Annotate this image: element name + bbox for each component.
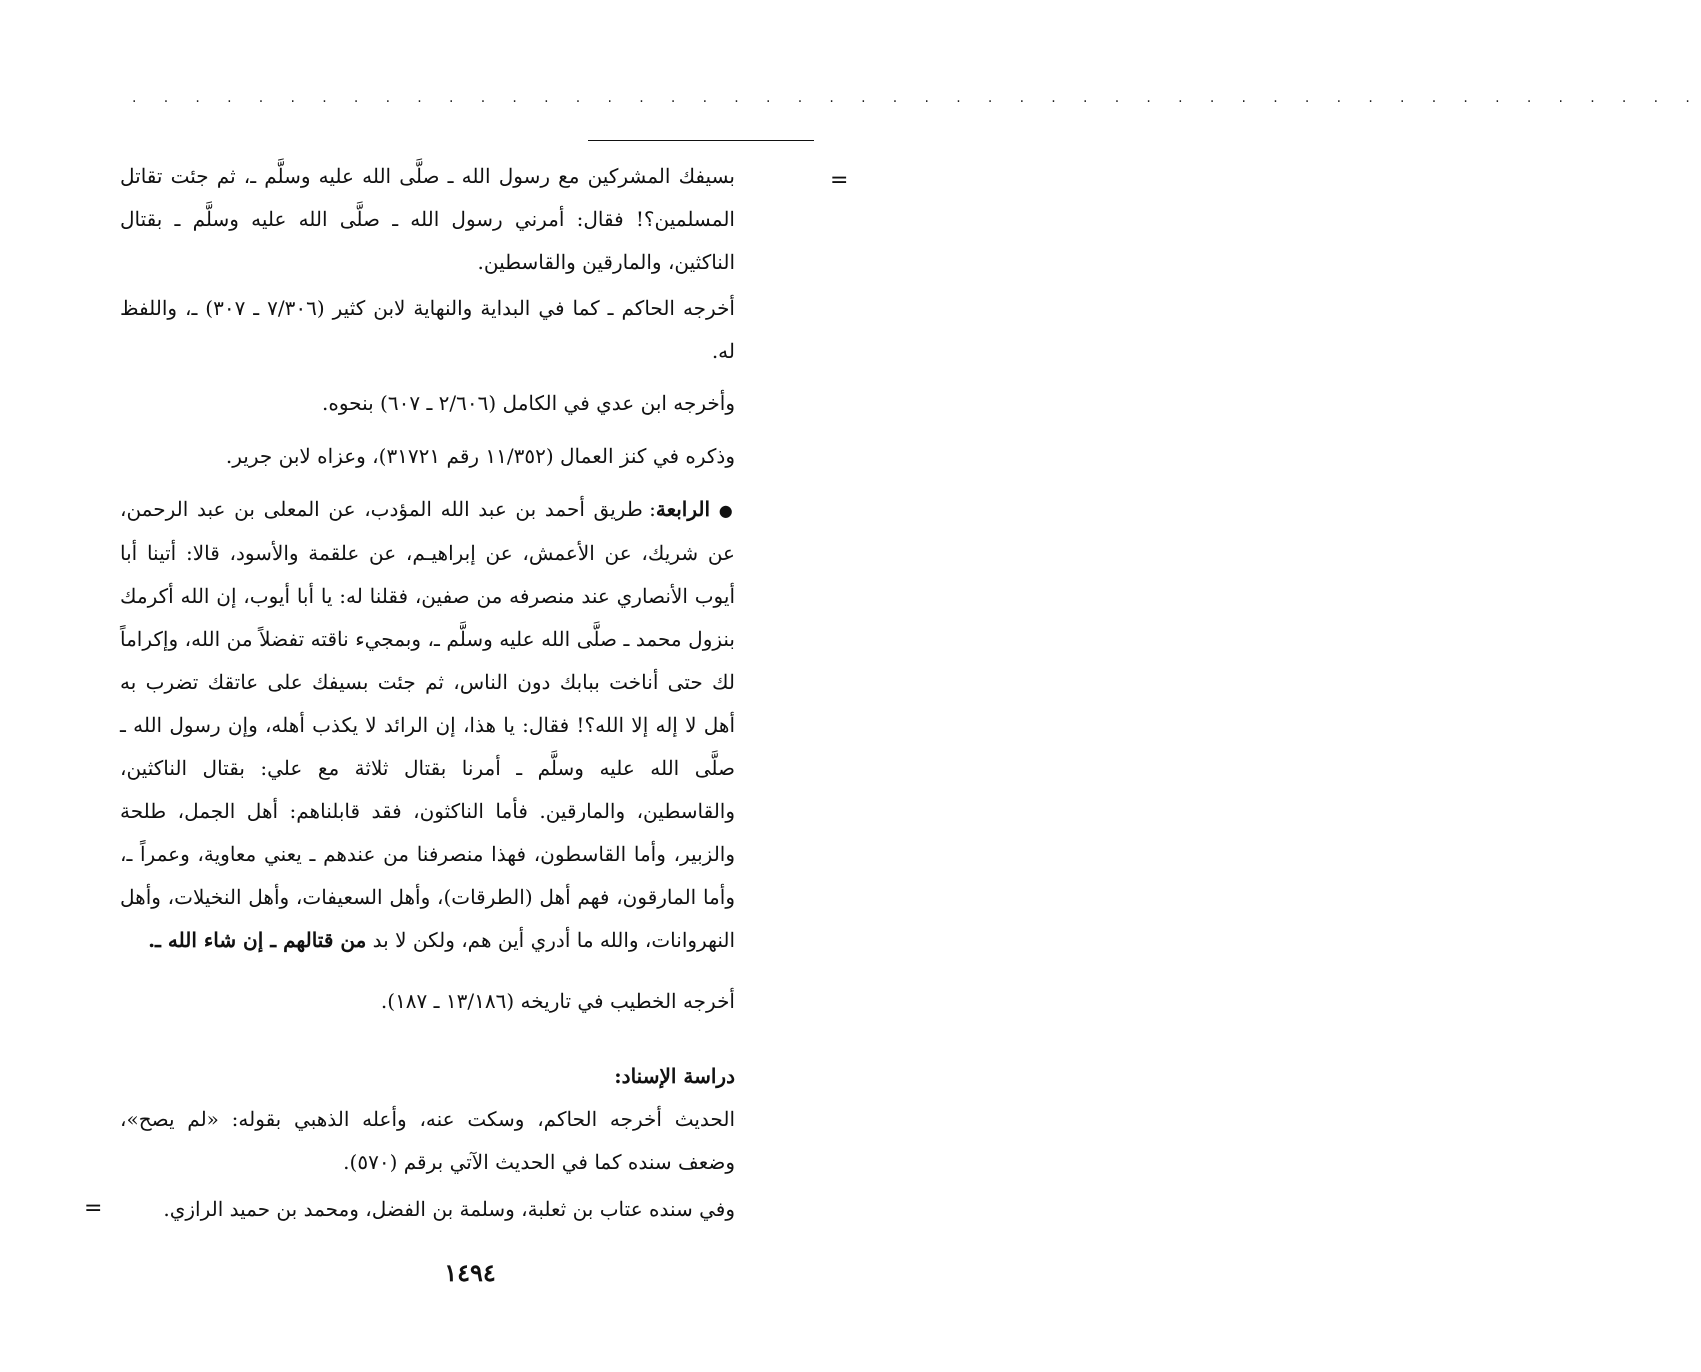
paragraph-text: أخرجه الحاكم ـ كما في البداية والنهاية لابن كثير (٧/٣٠٦ ـ ٣٠٧) ـ، واللفظ له.	[120, 296, 735, 363]
paragraph-ibn-adi	[120, 382, 735, 425]
footnote-rule	[588, 140, 814, 141]
route-text: : طريق أحمد بن عبد الله المؤدب، عن المعلى بن عبد الرحمن، عن شريك، عن الأعمش، عن إبراهيـم، عن علقمة والأسود، قالا: أتينا أبا أيوب الأنصاري عند منصرفه من صفين، فقلنا له: يا أبا أيوب، إن الله أكرمك بنزول محمد ـ صلَّى الله عليه وسلَّم ـ، وبمجيء ناقته تفضلاً من الله، وإكراماً لك حتى أناخت ببابك دون الناس، ثم جئت بسيفك على عاتقك تضرب به أهل لا إله إلا الله؟! فقال: يا هذا، إن الرائد لا يكذب أهله، وإن رسول الله ـ صلَّى الله عليه وسلَّم ـ أمرنا بقتال ثلاثة مع علي: بقتال الناكثين، والقاسطين، والمارقين. فأما الناكثون، فقد قابلناهم: أهل الجمل، طلحة والزبير، وأما القاسطون، فهذا منصرفنا من عندهم ـ يعني معاوية، وعمراً ـ، وأما المارقون، فهم أهل (الطرقات)، وأهل السعيفات، وأهل النخيلات، وأهل النهروانات، والله ما أدري أين هم، ولكن لا بد	[120, 497, 736, 952]
paragraph-narrators	[120, 1188, 735, 1231]
paragraph-continuation	[120, 155, 735, 284]
continuation-mark-bottom: =	[84, 1196, 103, 1221]
paragraph-khatib	[120, 980, 735, 1023]
section-heading: دراسة الإسناد:	[614, 1064, 735, 1088]
paragraph-hakim	[120, 287, 735, 373]
route-text-closing: من قتالهم ـ إن شاء الله ـ.	[148, 928, 367, 952]
bullet-icon: ●	[718, 501, 736, 520]
paragraph-text: أخرجه الخطيب في تاريخه (١٣/١٨٦ ـ ١٨٧).	[380, 989, 735, 1013]
continuation-mark-top: =	[830, 168, 849, 193]
section-isnad	[120, 1055, 735, 1184]
paragraph-kanz	[120, 435, 735, 478]
paragraph-text	[120, 488, 735, 962]
paragraph-text: الحديث أخرجه الحاكم، وسكت عنه، وأعله الذهبي بقوله: «لم يصح»، وضعف سنده كما في الحديث الآتي برقم (٥٧٠).	[120, 1107, 735, 1174]
paragraph-text: وذكره في كنز العمال (١١/٣٥٢ رقم ٣١٧٢١)، وعزاه لابن جرير.	[225, 444, 735, 468]
page-number: ١٤٩٤	[444, 1258, 496, 1287]
paragraph-fourth-route	[120, 488, 735, 962]
route-label: الرابعة	[655, 497, 711, 521]
paragraph-text: بسيفك المشركين مع رسول الله ـ صلَّى الله عليه وسلَّم ـ، ثم جئت تقاتل المسلمين؟! فقال: أمرني رسول الله ـ صلَّى الله عليه وسلَّم ـ بقتال الناكثين، والمارقين والقاسطين.	[120, 164, 735, 274]
paragraph-text: وأخرجه ابن عدي في الكامل (٢/٦٠٦ ـ ٦٠٧) بنحوه.	[322, 391, 735, 415]
dotted-separator: . . . . . . . . . . . . . . . . . . . . . . . . . . . . . . . . . . . . . . . . . . . . . . . . . .	[132, 90, 1701, 106]
paragraph-text: وفي سنده عتاب بن ثعلبة، وسلمة بن الفضل، ومحمد بن حميد الرازي.	[163, 1197, 735, 1221]
